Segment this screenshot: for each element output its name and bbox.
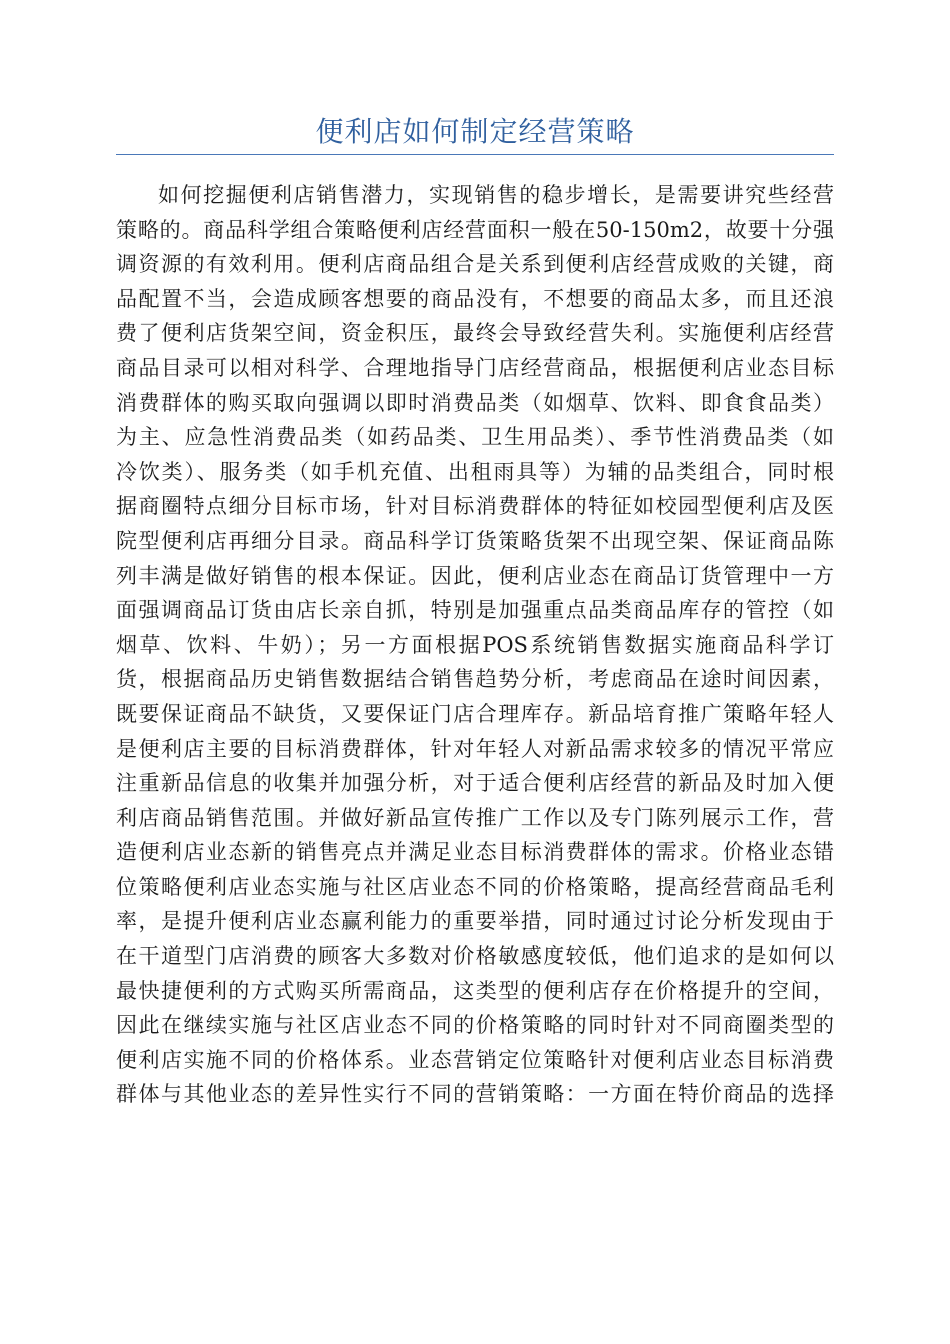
text-line: 利店商品销售范围。并做好新品宣传推广工作以及专门陈列展示工作，营 — [116, 805, 834, 830]
text-line: 为主、应急性消费品类（如药品类、卫生用品类）、季节性消费品类（如 — [116, 425, 834, 450]
text-line: 群体与其他业态的差异性实行不同的营销策略：一方面在特价商品的选择 — [116, 1082, 834, 1107]
text-line: 如何挖掘便利店销售潜力，实现销售的稳步增长，是需要讲究些经营 — [158, 183, 834, 207]
text-line: 消费群体的购买取向强调以即时消费品类（如烟草、饮料、即食食品类） — [116, 390, 834, 415]
text-line: 注重新品信息的收集并加强分析，对于适合便利店经营的新品及时加入便 — [116, 771, 834, 796]
text-line: 院型便利店再细分目录。商品科学订货策略货架不出现空架、保证商品陈 — [116, 528, 834, 553]
title-underline — [116, 154, 834, 155]
text-line: 面强调商品订货由店长亲自抓，特别是加强重点品类商品库存的管控（如 — [116, 598, 834, 623]
document-title: 便利店如何制定经营策略 — [315, 115, 635, 148]
text-line: 费了便利店货架空间，资金积压，最终会导致经营失利。实施便利店经营 — [116, 321, 834, 346]
text-line: 调资源的有效利用。便利店商品组合是关系到便利店经营成败的关键，商 — [116, 252, 834, 277]
text-line: 列丰满是做好销售的根本保证。因此，便利店业态在商品订货管理中一方 — [116, 563, 834, 588]
text-line: 在干道型门店消费的顾客大多数对价格敏感度较低，他们追求的是如何以 — [116, 944, 834, 969]
text-line: 位策略便利店业态实施与社区店业态不同的价格策略，提高经营商品毛利 — [116, 874, 834, 899]
text-line: 冷饮类）、服务类（如手机充值、出租雨具等）为辅的品类组合，同时根 — [116, 459, 834, 484]
body-paragraph — [116, 178, 834, 1112]
text-line: 既要保证商品不缺货，又要保证门店合理库存。新品培育推广策略年轻人 — [116, 701, 834, 726]
text-line: 据商圈特点细分目标市场，针对目标消费群体的特征如校园型便利店及医 — [116, 494, 834, 519]
text-line: 是便利店主要的目标消费群体，针对年轻人对新品需求较多的情况平常应 — [116, 736, 834, 761]
text-line: 商品目录可以相对科学、合理地指导门店经营商品，根据便利店业态目标 — [116, 355, 834, 380]
text-line: 率，是提升便利店业态赢利能力的重要举措，同时通过讨论分析发现由于 — [116, 909, 834, 934]
text-line: 策略的。商品科学组合策略便利店经营面积一般在50-150m2，故要十分强 — [116, 217, 834, 242]
text-line: 品配置不当，会造成顾客想要的商品没有，不想要的商品太多，而且还浪 — [116, 286, 834, 311]
text-line: 便利店实施不同的价格体系。业态营销定位策略针对便利店业态目标消费 — [116, 1047, 834, 1072]
text-line: 最快捷便利的方式购买所需商品，这类型的便利店存在价格提升的空间， — [116, 978, 834, 1003]
text-line: 货，根据商品历史销售数据结合销售趋势分析，考虑商品在途时间因素， — [116, 667, 834, 692]
text-line: 造便利店业态新的销售亮点并满足业态目标消费群体的需求。价格业态错 — [116, 840, 834, 865]
text-line: 烟草、饮料、牛奶）；另一方面根据POS系统销售数据实施商品科学订 — [116, 632, 834, 657]
text-line: 因此在继续实施与社区店业态不同的价格策略的同时针对不同商圈类型的 — [116, 1013, 834, 1038]
